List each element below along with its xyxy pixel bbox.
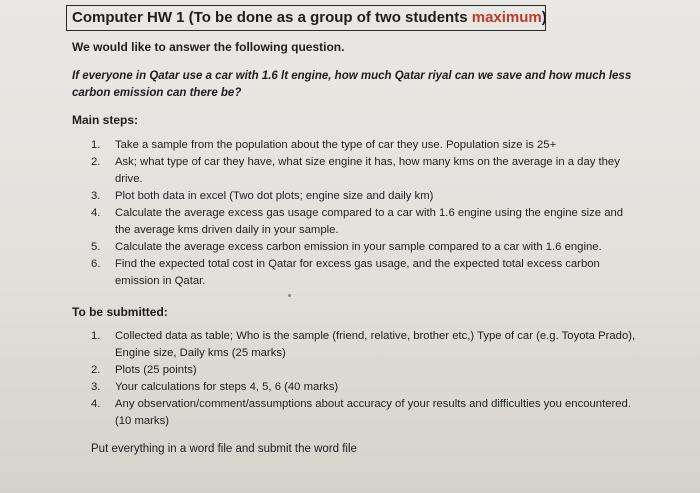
stray-mark	[288, 294, 291, 297]
list-item	[91, 154, 636, 188]
to-submit-heading: To be submitted:	[72, 305, 168, 319]
item-text: Calculate the average excess gas usage compared to a car with 1.6 engine using the engine size and the average kms driven daily in your sample.	[115, 207, 624, 236]
item-text: Find the expected total cost in Qatar for excess gas usage, and the expected total excess carbon emission in Qatar.	[115, 258, 600, 287]
list-item	[91, 379, 639, 396]
list-item	[91, 239, 636, 256]
question-lead: We would like to answer the following question.	[72, 40, 345, 54]
item-number: 2.	[91, 156, 101, 168]
research-question: If everyone in Qatar use a car with 1.6 lt engine, how much Qatar riyal can we save and how much less carbon emission can there be?	[72, 70, 632, 99]
title-highlight: maximum	[471, 9, 542, 26]
item-number: 1.	[91, 139, 101, 151]
title-end: )	[541, 9, 547, 26]
item-text: Plots (25 points)	[115, 364, 197, 376]
main-steps-heading: Main steps:	[72, 113, 139, 127]
title-main: Computer HW 1 (To be done as a group of two students	[72, 9, 472, 26]
item-number: 3.	[91, 381, 101, 393]
list-item	[91, 188, 636, 205]
item-text: Ask; what type of car they have, what size engine it has, how many kms on the average in a day they drive.	[115, 156, 620, 185]
item-text: Your calculations for steps 4, 5, 6 (40 marks)	[115, 381, 339, 393]
item-text: Plot both data in excel (Two dot plots; engine size and daily km)	[115, 190, 434, 202]
item-text: Take a sample from the population about the type of car they use. Population size is 25+	[115, 139, 557, 151]
list-item	[91, 137, 636, 154]
item-number: 1.	[91, 330, 101, 342]
list-item	[91, 205, 636, 239]
list-item	[91, 328, 639, 362]
item-text: Collected data as table; Who is the sample (friend, relative, brother etc,) Type of car (e.g. Toyota Prado), Engine size, Daily kms (25 marks)	[115, 330, 636, 359]
submission-instruction: Put everything in a word file and submit the word file	[91, 443, 357, 455]
item-number: 5.	[91, 241, 101, 253]
item-number: 4.	[91, 398, 101, 410]
list-item	[91, 362, 639, 379]
item-number: 4.	[91, 207, 101, 219]
item-text: Calculate the average excess carbon emission in your sample compared to a car with 1.6 engine.	[115, 241, 602, 253]
main-steps-list	[91, 137, 636, 290]
item-number: 3.	[91, 190, 101, 202]
item-number: 6.	[91, 258, 101, 270]
page-title	[72, 9, 547, 26]
list-item	[91, 256, 636, 290]
to-submit-list	[91, 328, 639, 430]
item-number: 2.	[91, 364, 101, 376]
item-text: Any observation/comment/assumptions about accuracy of your results and difficulties you encountered. (10 marks)	[115, 398, 631, 427]
list-item	[91, 396, 639, 430]
